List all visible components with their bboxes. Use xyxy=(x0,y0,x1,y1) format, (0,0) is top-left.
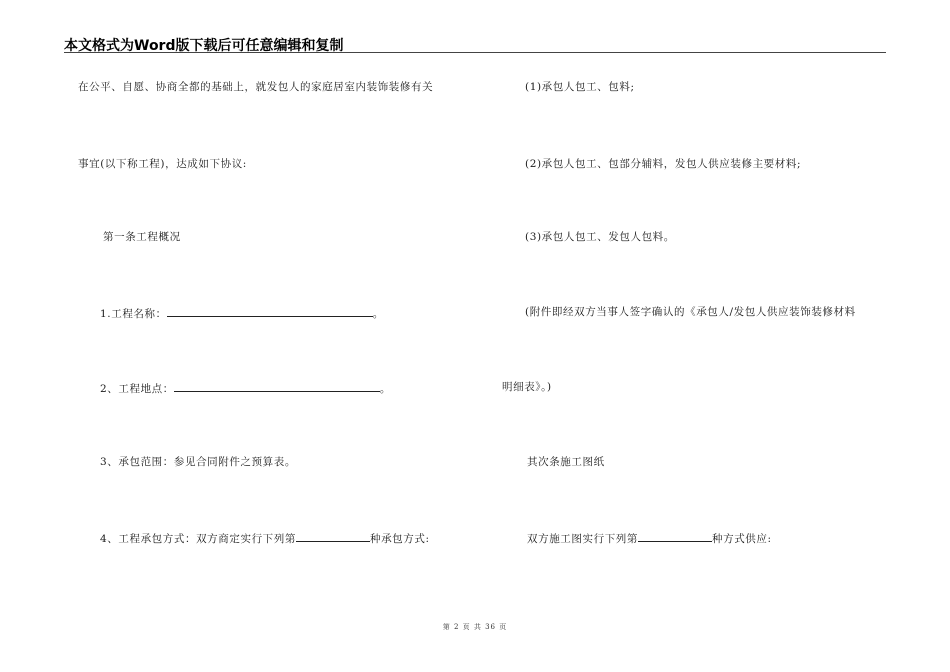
project-name-label: 1.工程名称： xyxy=(100,308,167,320)
option-1: (1)承包人包工、包料; xyxy=(525,81,635,93)
drawing-method-end: 种方式供应: xyxy=(712,533,772,545)
option-2: (2)承包人包工、包部分辅料，发包人供应装修主要材料; xyxy=(525,158,802,170)
project-name-end: 。 xyxy=(372,308,384,320)
contract-method-row xyxy=(100,530,430,546)
project-location-label: 2、工程地点： xyxy=(100,383,174,395)
article-2-heading: 其次条施工图纸 xyxy=(527,456,605,468)
contract-scope-line: 3、承包范围：参见合同附件之预算表。 xyxy=(100,456,296,468)
project-location-blank xyxy=(174,380,380,392)
document-header-title: 本文格式为Word版下载后可任意编辑和复制 xyxy=(64,38,344,54)
header-divider xyxy=(64,52,886,53)
materials-note-line-1: (附件即经双方当事人签字确认的《承包人/发包人供应装饰装修材料 xyxy=(525,306,856,318)
article-1-heading: 第一条工程概况 xyxy=(103,231,181,243)
drawing-method-label: 双方施工图实行下列第 xyxy=(527,533,638,545)
materials-note-line-2: 明细表》。) xyxy=(502,381,552,393)
project-location-end: 。 xyxy=(379,383,391,395)
project-name-row xyxy=(100,305,384,321)
intro-line-1: 在公平、自愿、协商全都的基础上，就发包人的家庭居室内装饰装修有关 xyxy=(78,81,434,93)
contract-method-blank xyxy=(296,530,370,542)
project-name-blank xyxy=(167,305,373,317)
option-3: (3)承包人包工、发包人包料。 xyxy=(525,231,675,243)
contract-method-end: 种承包方式: xyxy=(369,533,430,545)
intro-line-2: 事宜(以下称工程)，达成如下协议: xyxy=(78,158,247,170)
project-location-row xyxy=(100,380,391,396)
page-number-footer: 第 2 页 共 36 页 xyxy=(442,623,508,631)
drawing-method-row xyxy=(527,530,772,546)
contract-method-label: 4、工程承包方式：双方商定实行下列第 xyxy=(100,533,296,545)
drawing-method-blank xyxy=(638,530,712,542)
